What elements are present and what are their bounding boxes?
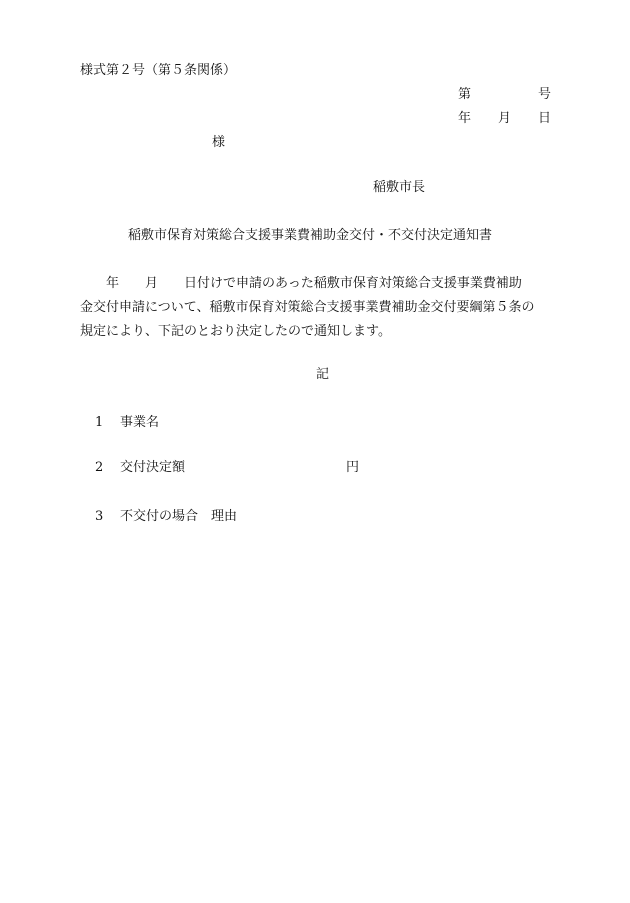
day-char: 日: [538, 111, 552, 126]
dai-char: 第: [458, 87, 472, 102]
item-label: 不交付の場合 理由: [120, 509, 238, 524]
body-line-3: 規定により、下記のとおり決定したので通知します。: [80, 324, 391, 339]
item-label: 交付決定額: [120, 460, 186, 475]
document-title: 稲敷市保育対策総合支援事業費補助金交付・不交付決定通知書: [128, 228, 493, 243]
item-number: 2: [95, 460, 104, 475]
item-label: 事業名: [120, 415, 160, 430]
form-number-label: 様式第２号（第５条関係）: [80, 63, 237, 78]
year-char: 年: [458, 111, 472, 126]
body-line-1: 年 月 日付けで申請のあった稲敷市保育対策総合支援事業費補助: [80, 276, 522, 291]
ki-heading: 記: [316, 367, 330, 382]
item-number: 3: [95, 509, 104, 524]
go-char: 号: [538, 87, 552, 102]
item-number: 1: [95, 415, 104, 430]
month-char: 月: [498, 111, 512, 126]
yen-unit: 円: [346, 460, 360, 475]
sender-name: 稲敷市長: [373, 180, 426, 195]
body-paragraph: [80, 272, 552, 344]
body-line-2: 金交付申請について、稲敷市保育対策総合支援事業費補助金交付要綱第５条の: [80, 300, 535, 315]
recipient-honorific: 様: [212, 135, 226, 150]
